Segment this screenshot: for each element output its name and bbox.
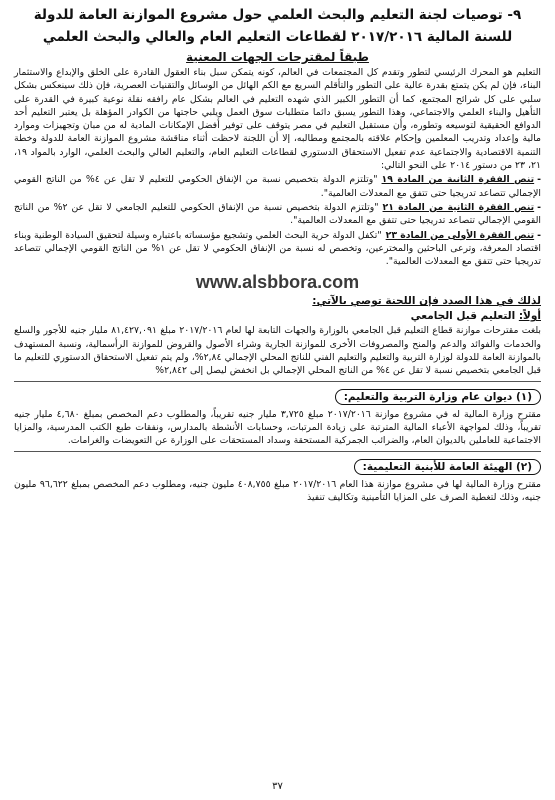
clause-lead: تنص الفقرة الثانية من المادة ٢١ [382, 201, 535, 213]
section-two-heading: (٢) الهيئة العامة للأبنية التعليمية: [354, 459, 541, 475]
divider [14, 451, 541, 452]
divider [14, 381, 541, 382]
bullet-icon: - [537, 229, 541, 241]
clause-text: "تكفل الدولة حرية البحث العلمي وتشجيع مؤسساته باعتباره وسيلة لتحقيق السيادة الوطنية وبناء اقتصاد المعرفة، وترعى الباحثين والمخترعين، وتخصص له نسبة من الإنفاق الحكومي لا تقل عن ١% من الناتج القومي الإجمالي تتصاعد تدريجيا حتى تتفق مع المعدلات العالمية". [14, 229, 541, 268]
section-first-title: التعليم قبل الجامعي [410, 310, 516, 323]
bullet-icon: - [537, 174, 541, 186]
section-first-marker: أولاً: [518, 310, 541, 323]
page-title-line2: للسنة المالية ٢٠١٧/٢٠١٦ لقطاعات التعليم العام والعالي والبحث العلمي [42, 29, 513, 45]
intro-paragraph: التعليم هو المحرك الرئيسي لتطور وتقدم كل المجتمعات في العالم، كونه يتمكن سبل بناء العقول القادرة على الخلق والإبداع والاستثمار البناء، فإن لم يكن يتمتع بقدرة عالية على التطور والتأقلم السريع مع الكم الهائل من الوسائل والتقنيات العصرية، فإن ذلك سينعكس بشكل سلبي على كل شرائح المجتمع، كما أن التطور الكبير الذي شهده التعليم في العالم بشكل عام رافقه نقلة نوعية كبيرة في القدرة على التأهيل والبناء العلمي والاجتماعي، وهذا التطور يسبق دائما متطلبات سوق العمل ويلبي حاجتها من الكوادر المؤهلة بل يعتبر التعليم أحد الدوافع الحقيقية لتوسيعه وتطوره، وأن مستقبل التعليم في مصر يتوقف على توفير أفضل الإمكانات المادية له من مبان وتجهيزات وموارد مالية وإعداد وتدريب المعلمين وإحكام علاقته بالمجتمع ومطالبه، إلا أن اللجنة لاحظت أثناء مناقشة مشروع الموازنة العامة للدولة وخطة التنمية الاقتصادية والاجتماعية عدم تفعيل الاستحقاق الدستوري لقطاعات التعليم العام، والتعليم العالي والبحث العلمي، الوارد بالمواد ١٩، ٢١، ٢٣ من دستور ٢٠١٤ على النحو التالي: [14, 67, 541, 172]
page-number: ٣٧ [272, 781, 283, 792]
page-subtitle: طبقاً لمقترحات الجهات المعنية [186, 50, 369, 64]
clause-article-23 [14, 229, 541, 269]
clause-lead: تنص الفقرة الثانية من المادة ١٩ [381, 174, 535, 186]
section-first-heading [14, 310, 541, 322]
watermark-url: www.alsbbora.com [195, 272, 360, 293]
clause-article-21 [14, 201, 541, 228]
bullet-icon: - [537, 201, 541, 213]
clause-text: "وتلتزم الدولة بتخصيص نسبة من الإنفاق الحكومي للتعليم لا تقل عن ٤% من الناتج القومي الإجمالي تتصاعد تدريجيا حتى تتفق مع المعدلات العالمية". [14, 174, 541, 199]
clause-lead: تنص الفقرة الأولى من المادة ٢٣ [385, 229, 535, 241]
clause-article-19 [14, 173, 541, 200]
section-two-text: مقترح وزارة المالية لها في مشروع موازنة هذا العام ٢٠١٧/٢٠١٦ مبلغ ٤٠٨,٧٥٥ مليون جنيه، ومطلوب دعم المخصص بمبلغ ٩٦,٦٢٢ مليون جنيه، وذلك لتغطية الصرف على المزايا التأمينية وتكاليف تنفيذ [14, 478, 541, 503]
document-page [10, 4, 545, 796]
page-title-line1: ٩- توصيات لجنة التعليم والبحث العلمي حول مشروع الموازنة العامة للدولة [33, 7, 522, 23]
section-one-text: مقترح وزارة المالية له في مشروع موازنة ٢٠١٧/٢٠١٦ مبلغ ٣,٧٢٥ مليار جنيه تقريباً، والمطلوب دعم المخصص بمبلغ ٤,٦٨٠ مليار جنيه تقريباً، وذلك لمواجهة الأعباء المالية المترتبة على زيادة المرتبات، وحسابات الأنشطة بالمدارس، ونفقات طبع الكتب المدرسية، والمزايا الاجتماعية للعاملين بالديوان العام، والضرائب الجمركية المستحقة وسداد المستحقات على الوزارة عن التعويضات والغرامات. [14, 408, 541, 447]
clause-text: "وتلتزم الدولة بتخصيص نسبة من الإنفاق الحكومي للتعليم الجامعي لا تقل عن ٢% من الناتج القومي الإجمالي تتصاعد تدريجيا حتى تتفق مع المعدلات العالمية". [14, 201, 541, 227]
section-one-heading: (١) ديوان عام وزارة التربية والتعليم: [335, 389, 541, 405]
recommendations-intro: لذلك في هذا الصدد فإن اللجنة توصي بالآتي: [312, 295, 541, 308]
section-first-text: بلغت مقترحات موازنة قطاع التعليم قبل الجامعي بالوزارة والجهات التابعة لها لعام ٢٠١٧/٢٠١٦ مبلغ ٨١,٤٢٧,٠٩١ مليار جنيه للأجور والسلع والخدمات والفوائد والدعم والمنح والمصروفات الأخرى للموازنة الجارية وشراء الأصول والقروض للموازنة الرأسمالية، ونسبة المستهدف بالموازنة العامة للدولة لوزارة التربية والتعليم والتعليم الفني للناتج المحلي الإجمالي ٢,٨٤%، ولم يتم تفعيل الاستحقاق الدستوري للتعليم ما قبل الجامعي بتخصيص نسبة لا تقل عن ٤% من الناتج المحلي الإجمالي بل انخفض ليصل إلى ٢,٨٤٢% [14, 325, 541, 377]
